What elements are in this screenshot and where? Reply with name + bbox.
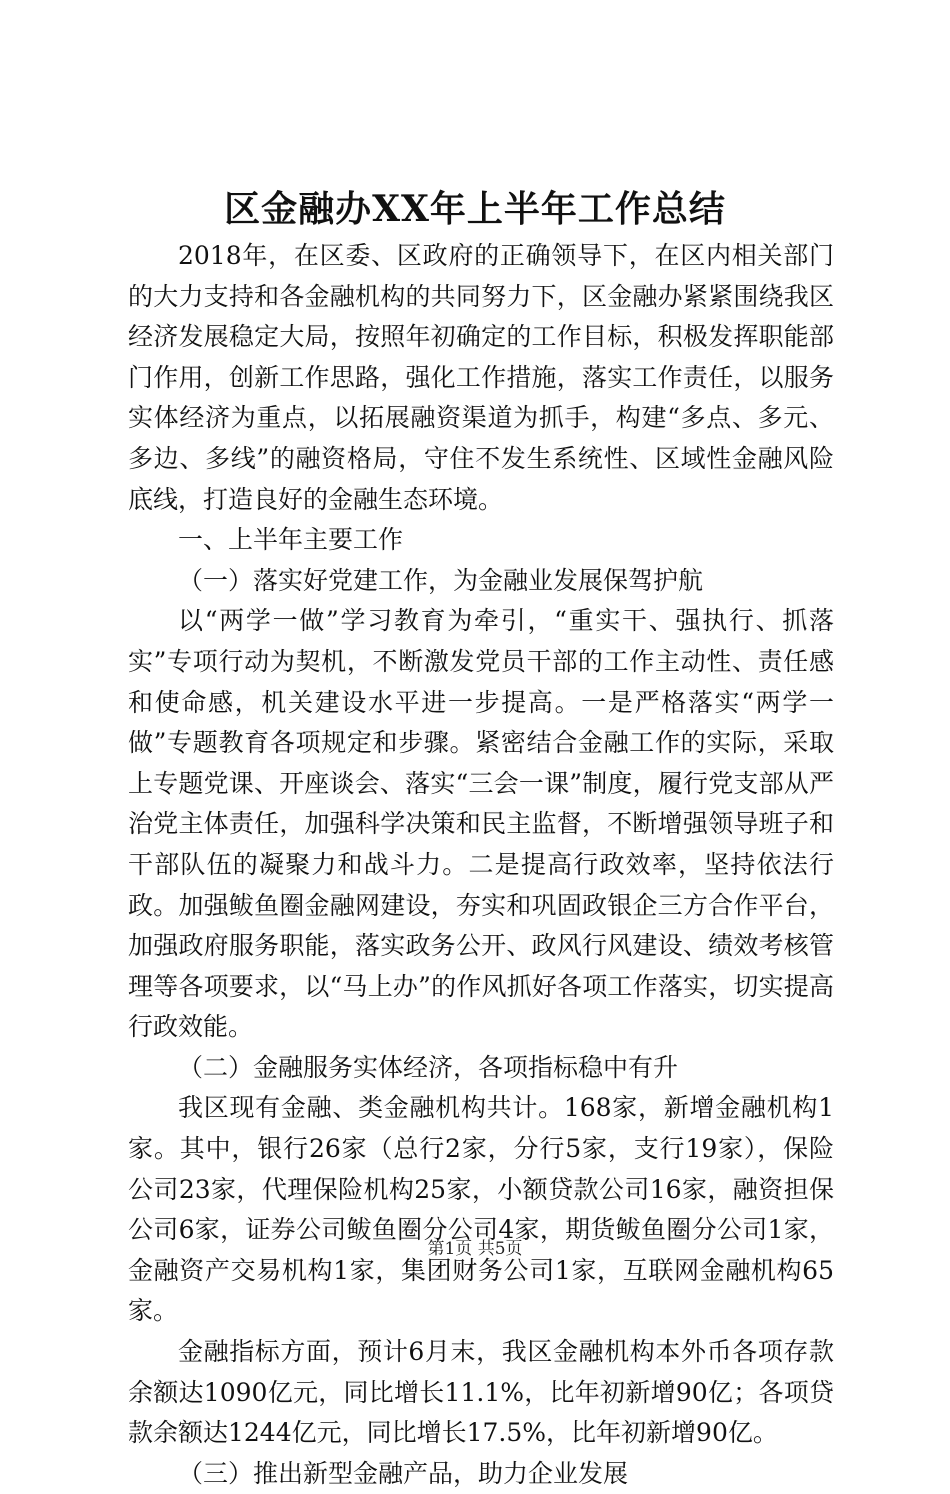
indicators-paragraph: 金融指标方面，预计6月末，我区金融机构本外币各项存款余额达1090亿元，同比增长11.1%，比年初新增90亿；各项贷款余额达1244亿元，同比增长17.5%，比年初新增90亿。 [128, 1337, 834, 1448]
document-title: 区金融办XX年上半年工作总结 [224, 188, 726, 230]
subsection-heading-1: （一）落实好党建工作，为金融业发展保驾护航 [178, 565, 704, 595]
institutions-paragraph: 我区现有金融、类金融机构共计。168家，新增金融机构1家。其中，银行26家（总行2家，分行5家，支行19家），保险公司23家，代理保险机构25家，小额贷款公司16家，融资担保公司6家，证券公司鲅鱼圈分公司4家，期货鲅鱼圈分公司1家，金融资产交易机构1家，集团财务公司1家，互联网金融机构65家。 [128, 1093, 834, 1326]
intro-paragraph: 2018年，在区委、区政府的正确领导下，在区内相关部门的大力支持和各金融机构的共同努力下，区金融办紧紧围绕我区经济发展稳定大局，按照年初确定的工作目标，积极发挥职能部门作用，创新工作思路，强化工作措施，落实工作责任，以服务实体经济为重点，以拓展融资渠道为抓手，构建“多点、多元、多边、多线”的融资格局，守住不发生系统性、区域性金融风险底线，打造良好的金融生态环境。 [128, 241, 834, 514]
page-footer: 第1页 共5页 [427, 1239, 523, 1259]
party-building-paragraph: 以“两学一做”学习教育为牵引，“重实干、强执行、抓落实”专项行动为契机，不断激发党员干部的工作主动性、责任感和使命感，机关建设水平进一步提高。一是严格落实“两学一做”专题教育各项规定和步骤。紧密结合金融工作的实际，采取上专题党课、开座谈会、落实“三会一课”制度，履行党支部从严治党主体责任，加强科学决策和民主监督，不断增强领导班子和干部队伍的凝聚力和战斗力。二是提高行政效率，坚持依法行政。加强鲅鱼圈金融网建设，夯实和巩固政银企三方合作平台，加强政府服务职能，落实政务公开、政风行风建设、绩效考核管理等各项要求，以“马上办”的作风抓好各项工作落实，切实提高行政效能。 [128, 606, 834, 1042]
subsection-heading-2: （二）金融服务实体经济，各项指标稳中有升 [178, 1052, 679, 1082]
subsection-heading-3: （三）推出新型金融产品，助力企业发展 [178, 1458, 629, 1488]
document-body [128, 236, 834, 1494]
section-heading-1: 一、上半年主要工作 [178, 525, 404, 555]
